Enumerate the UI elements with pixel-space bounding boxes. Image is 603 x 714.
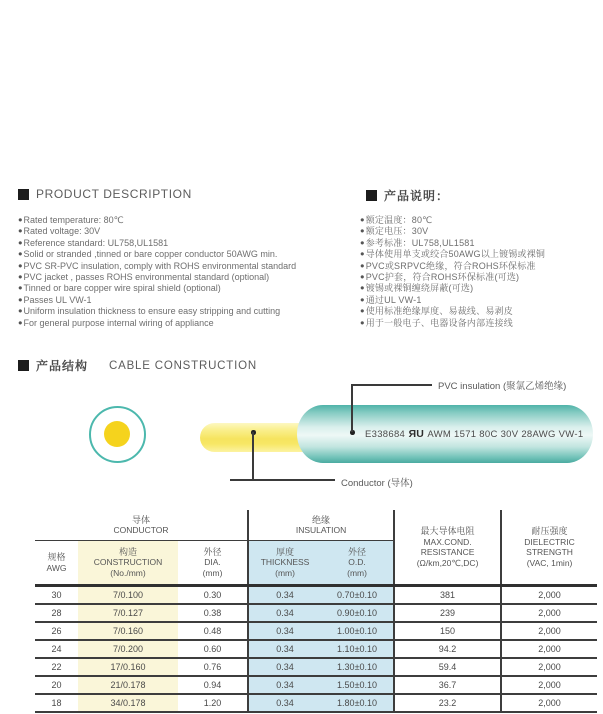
table-cell: 0.48: [178, 622, 248, 640]
bullet-item: ● 导体使用单支或绞合50AWG以上镀锡或裸铜: [360, 249, 600, 260]
table-cell: 7/0.100: [78, 586, 178, 605]
table-cell: 0.30: [178, 586, 248, 605]
table-cell: 150: [394, 622, 501, 640]
col-header-resistance: 最大导体电阻 MAX.COND. RESISTANCE (Ω/km,20℃,DC): [394, 510, 501, 586]
insulation-leader-line-horizontal: [351, 384, 432, 386]
table-row: [35, 694, 597, 712]
insulation-label: PVC insulation (聚氯乙烯绝缘): [438, 381, 567, 392]
table-row: [35, 622, 597, 640]
section-marker-icon: [18, 360, 29, 371]
col-header-dia: 外径 DIA. (mm): [178, 541, 248, 586]
table-cell: 21/0.178: [78, 676, 178, 694]
col-header-dielectric-strength: 耐压强度 DIELECTRIC STRENGTH (VAC, 1min): [501, 510, 597, 586]
table-cell: 1.50±0.10: [321, 676, 394, 694]
table-cell: 0.60: [178, 640, 248, 658]
table-cell: 2,000: [501, 622, 597, 640]
bullet-item: ● PVC护套，符合ROHS环保标准(可选): [360, 272, 600, 283]
table-row: [35, 604, 597, 622]
ul-recognized-mark-icon: R U: [409, 428, 424, 440]
bullet-item: ● Reference standard: UL758,UL1581: [18, 238, 353, 249]
table-cell: 2,000: [501, 658, 597, 676]
table-cell: 0.34: [248, 586, 321, 605]
table-cell: 59.4: [394, 658, 501, 676]
conductor-leader-line-horizontal: [230, 479, 335, 481]
product-notes-title: 产品说明：: [384, 189, 450, 203]
group-header-conductor: 导体 CONDUCTOR: [35, 510, 248, 541]
spec-table-body: [35, 586, 597, 713]
bullet-item: ● Uniform insulation thickness to ensure easy stripping and cutting: [18, 306, 353, 317]
table-cell: 1.00±0.10: [321, 622, 394, 640]
bullet-item: ● 额定电压：30V: [360, 226, 600, 237]
table-cell: 0.34: [248, 658, 321, 676]
conductor-core: [104, 421, 130, 447]
table-row: [35, 676, 597, 694]
cable-construction-heading: [18, 357, 257, 374]
table-cell: 20: [35, 676, 78, 694]
table-cell: 381: [394, 586, 501, 605]
table-cell: 0.34: [248, 676, 321, 694]
table-cell: 30: [35, 586, 78, 605]
conductor-label: Conductor (导体): [341, 478, 413, 489]
table-cell: 1.30±0.10: [321, 658, 394, 676]
table-cell: 24: [35, 640, 78, 658]
bullet-item: ● PVC或SRPVC绝缘，符合ROHS环保标准: [360, 261, 600, 272]
table-cell: 0.70±0.10: [321, 586, 394, 605]
bullet-item: ● Rated temperature: 80℃: [18, 215, 353, 226]
bullet-item: ● 额定温度：80℃: [360, 215, 600, 226]
col-header-construction: 构造 CONSTRUCTION (No./mm): [78, 541, 178, 586]
table-cell: 2,000: [501, 586, 597, 605]
table-cell: 23.2: [394, 694, 501, 712]
bullet-item: ● 用于一般电子、电器设备内部连接线: [360, 318, 600, 329]
description-list-zh: [360, 215, 600, 329]
bullet-item: ● PVC SR-PVC insulation, comply with ROHS environmental standard: [18, 261, 353, 272]
table-cell: 0.90±0.10: [321, 604, 394, 622]
table-row: [35, 586, 597, 605]
table-cell: 0.94: [178, 676, 248, 694]
table-group-header-row: [35, 510, 597, 541]
section-marker-icon: [366, 190, 377, 201]
table-cell: 0.38: [178, 604, 248, 622]
cable-marking: [365, 428, 583, 440]
table-cell: 0.34: [248, 622, 321, 640]
table-cell: 7/0.160: [78, 622, 178, 640]
col-header-thickness: 厚度 THICKNESS (mm): [248, 541, 321, 586]
table-cell: 0.76: [178, 658, 248, 676]
cable-body: [297, 405, 593, 463]
table-cell: 36.7: [394, 676, 501, 694]
ul-file-number: E338684: [365, 428, 406, 440]
table-cell: 2,000: [501, 640, 597, 658]
insulation-leader-line-vertical: [351, 384, 353, 432]
conductor-leader-line-vertical: [252, 432, 254, 480]
table-cell: 34/0.178: [78, 694, 178, 712]
table-cell: 1.10±0.10: [321, 640, 394, 658]
table-cell: 18: [35, 694, 78, 712]
bullet-item: ● Rated voltage: 30V: [18, 226, 353, 237]
bullet-item: ● PVC jacket , passes ROHS environmental standard (optional): [18, 272, 353, 283]
cable-construction-title-zh: 产品结构: [36, 359, 89, 373]
table-cell: 0.34: [248, 640, 321, 658]
table-cell: 0.34: [248, 604, 321, 622]
col-header-awg: 规格 AWG: [35, 541, 78, 586]
table-cell: 7/0.200: [78, 640, 178, 658]
spec-table: [35, 510, 597, 713]
table-cell: 17/0.160: [78, 658, 178, 676]
conductor-rod: [200, 423, 312, 452]
table-cell: 26: [35, 622, 78, 640]
cable-rating-text: AWM 1571 80C 30V 28AWG VW-1: [427, 428, 584, 440]
bullet-item: ● 参考标准：UL758,UL1581: [360, 238, 600, 249]
bullet-item: ● Solid or stranded ,tinned or bare copper conductor 50AWG min.: [18, 249, 353, 260]
bullet-item: ● Passes UL VW-1: [18, 295, 353, 306]
section-marker-icon: [18, 189, 29, 200]
table-cell: 2,000: [501, 694, 597, 712]
table-cell: 7/0.127: [78, 604, 178, 622]
table-cell: 0.34: [248, 694, 321, 712]
table-cell: 28: [35, 604, 78, 622]
table-cell: 2,000: [501, 604, 597, 622]
table-row: [35, 658, 597, 676]
bullet-item: ● For general purpose internal wiring of appliance: [18, 318, 353, 329]
bullet-item: ● 镀锡或裸铜缠绕屏蔽(可选): [360, 283, 600, 294]
bullet-item: ● 通过UL VW-1: [360, 295, 600, 306]
table-cell: 22: [35, 658, 78, 676]
product-notes-heading: [366, 187, 449, 204]
product-description-title: PRODUCT DESCRIPTION: [36, 187, 192, 201]
table-cell: 94.2: [394, 640, 501, 658]
table-cell: 2,000: [501, 676, 597, 694]
table-cell: 1.20: [178, 694, 248, 712]
table-cell: 239: [394, 604, 501, 622]
description-list-en: [18, 215, 353, 329]
bullet-item: ● Tinned or bare copper wire spiral shield (optional): [18, 283, 353, 294]
table-cell: 1.80±0.10: [321, 694, 394, 712]
bullet-item: ● 使用标准绝缘厚度、易裁线、易剥皮: [360, 306, 600, 317]
cable-cross-section: [89, 406, 146, 463]
col-header-od: 外径 O.D. (mm): [321, 541, 394, 586]
cable-construction-title-en: CABLE CONSTRUCTION: [109, 359, 257, 372]
group-header-insulation: 绝缘 INSULATION: [248, 510, 394, 541]
product-description-heading: [18, 187, 192, 201]
table-row: [35, 640, 597, 658]
